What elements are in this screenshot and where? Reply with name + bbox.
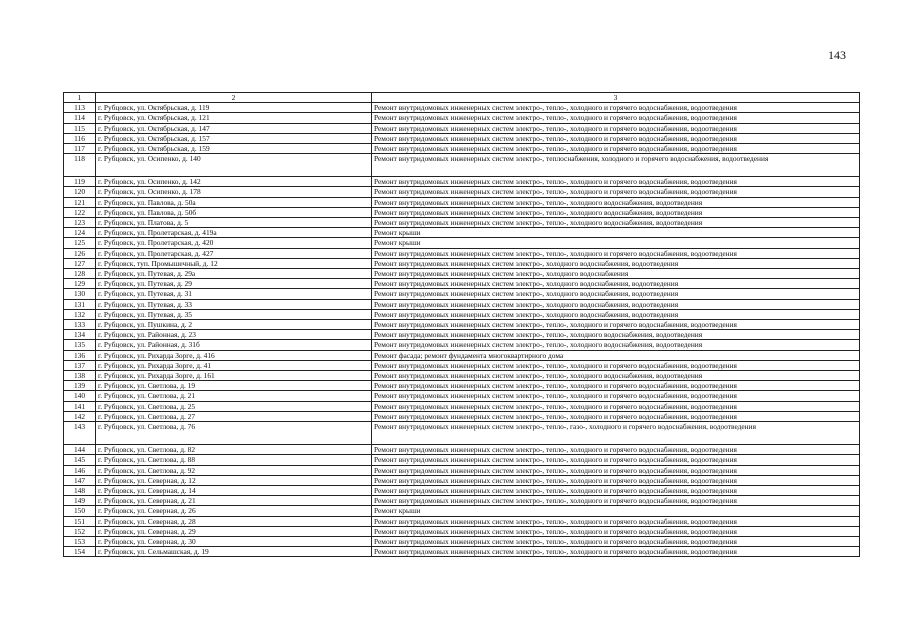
row-address: г. Рубцовск, ул. Пушкина, д. 2 — [96, 320, 372, 330]
row-number: 128 — [64, 269, 96, 279]
row-work: Ремонт внутридомовых инженерных систем электро-, тепло-, холодного и горячего водоснабжения, водоотведения — [372, 475, 860, 485]
row-number: 118 — [64, 154, 96, 177]
row-address: г. Рубцовск, туп. Промышечный, д. 12 — [96, 258, 372, 268]
table-row — [64, 133, 860, 143]
row-number: 149 — [64, 496, 96, 506]
table-row — [64, 154, 860, 177]
row-number: 147 — [64, 475, 96, 485]
column-header-number: 1 — [64, 93, 96, 103]
table-row — [64, 320, 860, 330]
row-address: г. Рубцовск, ул. Северная, д. 30 — [96, 536, 372, 546]
row-address: г. Рубцовск, ул. Северная, д. 28 — [96, 516, 372, 526]
row-number: 132 — [64, 309, 96, 319]
row-work: Ремонт внутридомовых инженерных систем электро-, холодного водоснабжения, водоотведения — [372, 258, 860, 268]
row-address: г. Рубцовск, ул. Рихарда Зорге, д. 41 — [96, 360, 372, 370]
row-work: Ремонт внутридомовых инженерных систем электро-, тепло-, холодного и горячего водоснабжения, водоотведения — [372, 133, 860, 143]
row-number: 121 — [64, 197, 96, 207]
row-address: г. Рубцовск, ул. Октябрьская, д. 159 — [96, 144, 372, 154]
row-work: Ремонт внутридомовых инженерных систем электро-, тепло-, холодного и горячего водоснабжения, водоотведения — [372, 401, 860, 411]
row-address: г. Рубцовск, ул. Северная, д. 12 — [96, 475, 372, 485]
row-address: г. Рубцовск, ул. Осипенко, д. 142 — [96, 177, 372, 187]
row-work: Ремонт крыши — [372, 238, 860, 248]
row-number: 117 — [64, 144, 96, 154]
row-address: г. Рубцовск, ул. Светлова, д. 21 — [96, 391, 372, 401]
row-number: 129 — [64, 279, 96, 289]
table-row — [64, 340, 860, 350]
row-number: 134 — [64, 330, 96, 340]
row-work: Ремонт внутридомовых инженерных систем электро-, тепло-, холодного и горячего водоснабжения, водоотведения — [372, 455, 860, 465]
table-row — [64, 177, 860, 187]
row-number: 131 — [64, 299, 96, 309]
row-number: 136 — [64, 350, 96, 360]
row-address: г. Рубцовск, ул. Павлова, д. 50б — [96, 207, 372, 217]
row-number: 138 — [64, 371, 96, 381]
row-work: Ремонт внутридомовых инженерных систем электро-, тепло-, холодного и горячего водоснабжения, водоотведения — [372, 445, 860, 455]
row-number: 115 — [64, 123, 96, 133]
table-row — [64, 207, 860, 217]
table-row — [64, 391, 860, 401]
row-work: Ремонт внутридомовых инженерных систем электро-, тепло-, холодного и горячего водоснабжения, водоотведения — [372, 144, 860, 154]
row-address: г. Рубцовск, ул. Пролетарская, д. 419а — [96, 228, 372, 238]
row-number: 137 — [64, 360, 96, 370]
row-number: 139 — [64, 381, 96, 391]
row-number: 146 — [64, 465, 96, 475]
row-work: Ремонт внутридомовых инженерных систем электро-, тепло-, холодного и горячего водоснабжения, водоотведения — [372, 320, 860, 330]
table-row — [64, 197, 860, 207]
table-row — [64, 516, 860, 526]
row-number: 150 — [64, 506, 96, 516]
row-address: г. Рубцовск, ул. Северная, д. 26 — [96, 506, 372, 516]
table-row — [64, 248, 860, 258]
row-work: Ремонт внутридомовых инженерных систем электро-, тепло-, холодного и горячего водоснабжения, водоотведения — [372, 103, 860, 113]
row-work: Ремонт внутридомовых инженерных систем электро-, тепло-, холодного и горячего водоснабжения, водоотведения — [372, 187, 860, 197]
row-number: 154 — [64, 547, 96, 557]
row-number: 144 — [64, 445, 96, 455]
row-number: 143 — [64, 422, 96, 445]
row-address: г. Рубцовск, ул. Пролетарская, д. 427 — [96, 248, 372, 258]
table-row — [64, 289, 860, 299]
table-row — [64, 455, 860, 465]
row-address: г. Рубцовск, ул. Октябрьская, д. 119 — [96, 103, 372, 113]
row-number: 126 — [64, 248, 96, 258]
row-address: г. Рубцовск, ул. Светлова, д. 82 — [96, 445, 372, 455]
row-work: Ремонт внутридомовых инженерных систем электро-, тепло-, холодного водоснабжения, водоотведения — [372, 218, 860, 228]
row-work: Ремонт внутридомовых инженерных систем электро-, холодного водоснабжения, водоотведения — [372, 299, 860, 309]
row-work: Ремонт внутридомовых инженерных систем электро-, холодного водоснабжения, водоотведения — [372, 289, 860, 299]
row-address: г. Рубцовск, ул. Платова, д. 5 — [96, 218, 372, 228]
table-row — [64, 218, 860, 228]
row-address: г. Рубцовск, ул. Путевая, д. 29 — [96, 279, 372, 289]
row-work: Ремонт внутридомовых инженерных систем электро-, холодного водоснабжения — [372, 269, 860, 279]
row-work: Ремонт внутридомовых инженерных систем электро-, тепло-, холодного и горячего водоснабжения, водоотведения — [372, 177, 860, 187]
row-address: г. Рубцовск, ул. Рихарда Зорге, д. 161 — [96, 371, 372, 381]
row-number: 125 — [64, 238, 96, 248]
row-number: 119 — [64, 177, 96, 187]
row-work: Ремонт внутридомовых инженерных систем электро-, тепло-, холодного и горячего водоснабжения, водоотведения — [372, 485, 860, 495]
row-number: 133 — [64, 320, 96, 330]
table-row — [64, 228, 860, 238]
row-address: г. Рубцовск, ул. Светлова, д. 76 — [96, 422, 372, 445]
row-work: Ремонт внутридомовых инженерных систем электро-, тепло-, холодного водоснабжения, водоотведения — [372, 340, 860, 350]
row-address: г. Рубцовск, ул. Путевая, д. 35 — [96, 309, 372, 319]
table-row — [64, 299, 860, 309]
row-work: Ремонт внутридомовых инженерных систем электро-, тепло-, газо-, холодного и горячего водоснабжения, водоотведения — [372, 422, 860, 445]
row-address: г. Рубцовск, ул. Путевая, д. 29а — [96, 269, 372, 279]
table-body — [64, 103, 860, 557]
table-row — [64, 350, 860, 360]
row-work: Ремонт внутридомовых инженерных систем электро-, тепло-, холодного и горячего водоснабжения, водоотведения — [372, 516, 860, 526]
row-number: 152 — [64, 526, 96, 536]
table-row — [64, 113, 860, 123]
row-number: 142 — [64, 411, 96, 421]
table-row — [64, 422, 860, 445]
row-address: г. Рубцовск, ул. Октябрьская, д. 147 — [96, 123, 372, 133]
row-number: 122 — [64, 207, 96, 217]
row-address: г. Рубцовск, ул. Районная, д. 31б — [96, 340, 372, 350]
row-number: 148 — [64, 485, 96, 495]
row-number: 141 — [64, 401, 96, 411]
row-number: 140 — [64, 391, 96, 401]
row-number: 127 — [64, 258, 96, 268]
row-number: 145 — [64, 455, 96, 465]
page-number: 143 — [828, 48, 846, 62]
table-row — [64, 330, 860, 340]
row-address: г. Рубцовск, ул. Северная, д. 29 — [96, 526, 372, 536]
table-row — [64, 187, 860, 197]
row-work: Ремонт внутридомовых инженерных систем электро-, тепло-, холодного и горячего водоснабжения, водоотведения — [372, 248, 860, 258]
row-address: г. Рубцовск, ул. Путевая, д. 31 — [96, 289, 372, 299]
row-work: Ремонт внутридомовых инженерных систем электро-, тепло-, холодного и горячего водоснабжения, водоотведения — [372, 526, 860, 536]
table-row — [64, 536, 860, 546]
row-number: 114 — [64, 113, 96, 123]
table-row — [64, 411, 860, 421]
table-row — [64, 506, 860, 516]
row-work: Ремонт внутридомовых инженерных систем электро-, тепло-, холодного водоснабжения, водоотведения — [372, 207, 860, 217]
row-work: Ремонт внутридомовых инженерных систем электро-, тепло-, холодного и горячего водоснабжения, водоотведения — [372, 496, 860, 506]
table-row — [64, 401, 860, 411]
row-address: г. Рубцовск, ул. Октябрьская, д. 121 — [96, 113, 372, 123]
row-work: Ремонт внутридомовых инженерных систем электро-, тепло-, холодного и горячего водоснабжения, водоотведения — [372, 411, 860, 421]
table-row — [64, 465, 860, 475]
table-row — [64, 269, 860, 279]
table-row — [64, 475, 860, 485]
row-work: Ремонт внутридомовых инженерных систем электро-, тепло-, холодного водоснабжения, водоотведения — [372, 330, 860, 340]
row-address: г. Рубцовск, ул. Пролетарская, д. 420 — [96, 238, 372, 248]
row-address: г. Рубцовск, ул. Северная, д. 21 — [96, 496, 372, 506]
row-address: г. Рубцовск, ул. Светлова, д. 88 — [96, 455, 372, 465]
row-address: г. Рубцовск, ул. Рихарда Зорге, д. 416 — [96, 350, 372, 360]
row-work: Ремонт внутридомовых инженерных систем электро-, теплоснабжения, холодного и горячего водоснабжения, водоотведения — [372, 154, 860, 177]
row-number: 130 — [64, 289, 96, 299]
row-work: Ремонт внутридомовых инженерных систем электро-, тепло-, холодного и горячего водоснабжения, водоотведения — [372, 465, 860, 475]
row-work: Ремонт внутридомовых инженерных систем электро-, тепло-, холодного и горячего водоснабжения, водоотведения — [372, 123, 860, 133]
row-address: г. Рубцовск, ул. Светлова, д. 92 — [96, 465, 372, 475]
row-work: Ремонт внутридомовых инженерных систем электро-, тепло-, холодного и горячего водоснабжения, водоотведения — [372, 360, 860, 370]
table-row — [64, 279, 860, 289]
row-work: Ремонт внутридомовых инженерных систем электро-, тепло-, холодного и горячего водоснабжения, водоотведения — [372, 381, 860, 391]
row-number: 124 — [64, 228, 96, 238]
row-number: 123 — [64, 218, 96, 228]
row-work: Ремонт внутридомовых инженерных систем электро-, тепло-, холодного и горячего водоснабжения, водоотведения — [372, 113, 860, 123]
table-row — [64, 526, 860, 536]
row-number: 120 — [64, 187, 96, 197]
row-address: г. Рубцовск, ул. Путевая, д. 33 — [96, 299, 372, 309]
row-work: Ремонт внутридомовых инженерных систем электро-, холодного водоснабжения, водоотведения — [372, 279, 860, 289]
column-header-work: 3 — [372, 93, 860, 103]
row-number: 151 — [64, 516, 96, 526]
row-work: Ремонт внутридомовых инженерных систем электро-, тепло-, холодного и горячего водоснабжения, водоотведения — [372, 391, 860, 401]
row-address: г. Рубцовск, ул. Светлова, д. 25 — [96, 401, 372, 411]
row-address: г. Рубцовск, ул. Осипенко, д. 140 — [96, 154, 372, 177]
row-work: Ремонт крыши — [372, 228, 860, 238]
row-work: Ремонт внутридомовых инженерных систем электро-, холодного водоснабжения, водоотведения — [372, 309, 860, 319]
row-work: Ремонт фасада; ремонт фундамента многоквартирного дома — [372, 350, 860, 360]
row-work: Ремонт внутридомовых инженерных систем электро-, тепло-, холодного водоснабжения, водоотведения — [372, 197, 860, 207]
row-work: Ремонт внутридомовых инженерных систем электро-, тепло-, холодного и горячего водоснабжения, водоотведения — [372, 536, 860, 546]
row-work: Ремонт крыши — [372, 506, 860, 516]
row-number: 135 — [64, 340, 96, 350]
row-address: г. Рубцовск, ул. Северная, д. 14 — [96, 485, 372, 495]
row-address: г. Рубцовск, ул. Осипенко, д. 178 — [96, 187, 372, 197]
row-address: г. Рубцовск, ул. Районная, д. 23 — [96, 330, 372, 340]
row-number: 153 — [64, 536, 96, 546]
table-row — [64, 485, 860, 495]
row-address: г. Рубцовск, ул. Светлова, д. 27 — [96, 411, 372, 421]
table-row — [64, 360, 860, 370]
column-header-address: 2 — [96, 93, 372, 103]
table-row — [64, 496, 860, 506]
repair-table — [63, 92, 860, 557]
table-row — [64, 123, 860, 133]
table-row — [64, 445, 860, 455]
table-row — [64, 547, 860, 557]
table-row — [64, 103, 860, 113]
row-address: г. Рубцовск, ул. Октябрьская, д. 157 — [96, 133, 372, 143]
table-row — [64, 309, 860, 319]
row-address: г. Рубцовск, ул. Сельмашская, д. 19 — [96, 547, 372, 557]
row-number: 116 — [64, 133, 96, 143]
table-row — [64, 258, 860, 268]
row-number: 113 — [64, 103, 96, 113]
row-work: Ремонт внутридомовых инженерных систем электро-, тепло-, холодного и горячего водоснабжения, водоотведения — [372, 547, 860, 557]
row-address: г. Рубцовск, ул. Светлова, д. 19 — [96, 381, 372, 391]
table-row — [64, 371, 860, 381]
table-row — [64, 144, 860, 154]
row-address: г. Рубцовск, ул. Павлова, д. 50а — [96, 197, 372, 207]
table-header-row — [64, 93, 860, 103]
table-row — [64, 381, 860, 391]
row-work: Ремонт внутридомовых инженерных систем электро-, тепло-, холодного водоснабжения, водоотведения — [372, 371, 860, 381]
table-row — [64, 238, 860, 248]
